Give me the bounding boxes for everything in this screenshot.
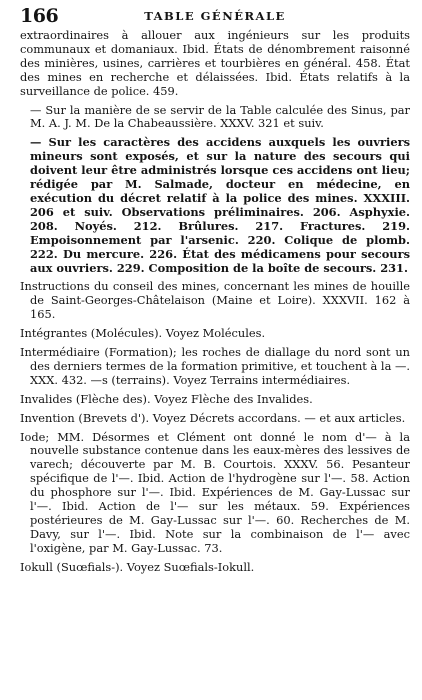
index-entry-invention: Invention (Brevets d'). Voyez Décrets accordans. — et aux articles. [20,410,406,425]
index-entry-iode: Iode; MM. Désormes et Clément ont donné le nom d'— à la nouvelle substance contenue dans les eaux-mères des lessives de varech; découverte par M. B. Courtois. XXXV. 56. Pesanteur spécifique de l'—. Ibid. Action de l'hydrogène sur l'—. 58. Action du phosphore sur l'—. Ibid. Expériences de M. Gay-Lussac sur l'—. Ibid. Action de l'— sur les métaux. 59. Expériences postérieures de M. Gay-Lussac sur l'—. 60. Recherches de M. Davy, sur l'—. Ibid. Note sur la combinaison de l'— avec l'oxigène, par M. Gay-Lussac. 73. [20,429,410,555]
index-entry-intermediaire: Intermédiaire (Formation); les roches de diallage du nord sont un des derniers termes de la formation primitive, et touchent à la —. XXX. 432. —s (terrains). Voyez Terrains intermédiaires. [20,345,410,387]
page-number: 166 [20,5,59,27]
running-head: TABLE GÉNÉRALE [144,9,286,23]
index-entry-table-sinus: — Sur la manière de se servir de la Table calculée des Sinus, par M. A. J. M. De la Chabeaussière. XXXV. 321 et suiv. [30,102,410,131]
index-entry-iokull: Iokull (Suœfials-). Voyez Suœfials-Iokull. [20,559,255,574]
index-entry-accidens-mineurs: — Sur les caractères des accidens auxquels les ouvriers mineurs sont exposés, et sur la nature des secours qui doivent leur être administrés lorsque ces accidens ont lieu; rédigée par M. Salmade, docteur en médecine, en exécution du décret relatif à la police des mines. XXXIII. 206 et suiv. Observations préliminaires. 206. Asphyxie. 208. Noyés. 212. Brûlures. 217. Fractures. 219. Empoisonnement par l'arsenic. 220. Colique de plomb. 222. Du mercure. 226. État des médicamens pour secours aux ouvriers. 229. Composition de la boîte de secours. 231. [30,135,410,275]
index-entry-instructions: Instructions du conseil des mines, concernant les mines de houille de Saint-Georges-Châtelaison (Maine et Loire). XXXVII. 162 à 165. [20,279,410,322]
index-entry-integrantes: Intégrantes (Molécules). Voyez Molécules. [20,326,266,341]
index-entry-invalides: Invalides (Flèche des). Voyez Flèche des Invalides. [20,391,313,406]
page-header [20,6,410,26]
index-entry-continuation: extraordinaires à allouer aux ingénieurs sur les produits communaux et domaniaux. Ibid. États de dénombrement raisonné des minières, usines, carrières et tourbières en général. 458. État des mines en recherche et délaissées. Ibid. États relatifs à la surveillance de police. 459. [20,28,410,98]
